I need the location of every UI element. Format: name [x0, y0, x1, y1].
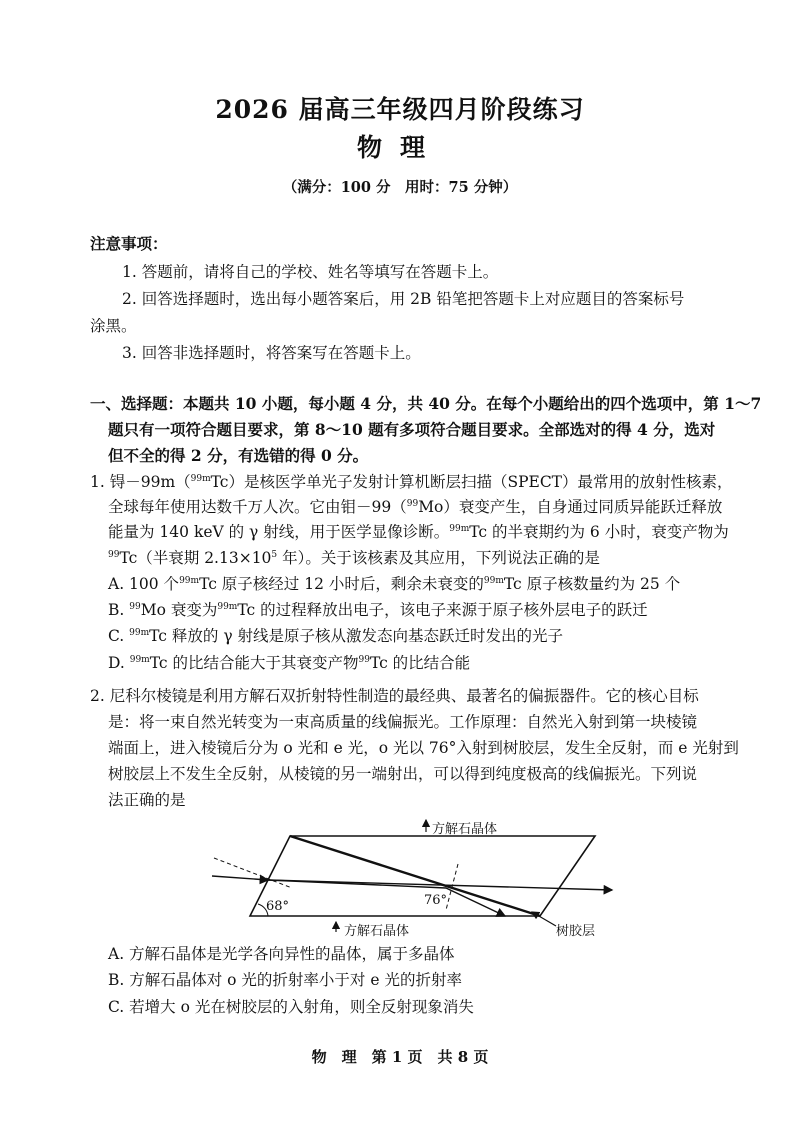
- q2-option-c: C. 若增大 o 光在树胶层的入射角，则全反射现象消失: [108, 998, 474, 1016]
- prism-outline: [250, 836, 595, 916]
- balsam-layer-line: [290, 836, 540, 916]
- q2-option-a: A. 方解石晶体是光学各向异性的晶体，属于多晶体: [108, 945, 455, 963]
- incident-ray: [212, 876, 268, 880]
- balsam-layer-label: 树胶层: [556, 924, 596, 939]
- section1-line-2: 题只有一项符合题目要求，第 8～10 题有多项符合题目要求。全部选对的得 4 分，选对: [108, 420, 716, 439]
- q2-option-b: B. 方解石晶体对 o 光的折射率小于对 e 光的折射率: [108, 971, 462, 989]
- page-footer: 物 理 第 1 页 共 8 页: [311, 1048, 489, 1066]
- section1-line-1: 一、选择题：本题共 10 小题，每小题 4 分，共 40 分。在每个小题给出的四个选项中，第 1～7: [90, 394, 762, 413]
- q2-line-5: 法正确的是: [108, 791, 186, 809]
- section1-line-3: 但不全的得 2 分，有选错的得 0 分。: [108, 446, 369, 465]
- subject-title: 物理: [356, 133, 443, 162]
- bottom-crystal-label: 方解石晶体: [344, 924, 410, 939]
- note-item-2: 2. 回答选择题时，选出每小题答案后，用 2B 铅笔把答题卡上对应题目的答案标号: [122, 290, 685, 308]
- notes-heading: 注意事项：: [90, 234, 168, 253]
- q2-line-2: 是：将一束自然光转变为一束高质量的线偏振光。工作原理：自然光入射到第一块棱镜: [108, 713, 698, 731]
- q1-option-a: A. 100 个$^{99m}$Tc 原子核经过 12 小时后，剩余未衰变的$^{99m}$Tc 原子核数量约为 25 个: [108, 575, 681, 593]
- q2-line-3: 端面上，进入棱镜后分为 o 光和 e 光，o 光以 76°入射到树胶层，发生全反射，而 e 光射到: [108, 739, 739, 757]
- q1-line-1: 1. 锝－99m（$^{99m}$Tc）是核医学单光子发射计算机断层扫描（SPECT）最常用的放射性核素，: [90, 473, 733, 491]
- top-crystal-label: 方解石晶体: [432, 822, 498, 837]
- angle-68-label: 68°: [266, 899, 290, 914]
- exam-meta: （满分：100 分 用时：75 分钟）: [282, 179, 518, 196]
- note-item-1: 1. 答题前，请将自己的学校、姓名等填写在答题卡上。: [122, 263, 499, 281]
- q1-option-c: C. $^{99m}$Tc 释放的 γ 射线是原子核从激发态向基态跃迁时发出的光子: [108, 627, 564, 645]
- angle-76-label: 76°: [424, 893, 448, 908]
- q1-line-2: 全球每年使用达数千万人次。它由钼－99（$^{99}$Mo）衰变产生，自身通过同质异能跃迁释放: [108, 498, 723, 516]
- normal-dashed-entry: [214, 858, 292, 888]
- exam-title: 2026 届高三年级四月阶段练习: [215, 95, 585, 124]
- q2-line-1: 2. 尼科尔棱镜是利用方解石双折射特性制造的最经典、最著名的偏振器件。它的核心目标: [90, 687, 699, 705]
- note-item-2-cont: 涂黑。: [90, 317, 137, 335]
- q1-line-4: $^{99}$Tc（半衰期 $2.13\times 10^5$ 年）。关于该核素及其应用，下列说法正确的是: [108, 549, 600, 567]
- glue-label-pointer: [532, 912, 556, 926]
- q2-line-4: 树胶层上不发生全反射，从棱镜的另一端射出，可以得到纯度极高的线偏振光。下列说: [108, 765, 698, 783]
- note-item-3: 3. 回答非选择题时，将答案写在答题卡上。: [122, 344, 421, 362]
- q1-line-3: 能量为 140 keV 的 γ 射线，用于医学显像诊断。$^{99m}$Tc 的半衰期约为 6 小时，衰变产物为: [108, 523, 729, 541]
- q1-option-b: B. $^{99}$Mo 衰变为$^{99m}$Tc 的过程释放出电子，该电子来源于原子核外层电子的跃迁: [108, 601, 648, 619]
- q1-option-d: D. $^{99m}$Tc 的比结合能大于其衰变产物$^{99}$Tc 的比结合能: [108, 654, 471, 672]
